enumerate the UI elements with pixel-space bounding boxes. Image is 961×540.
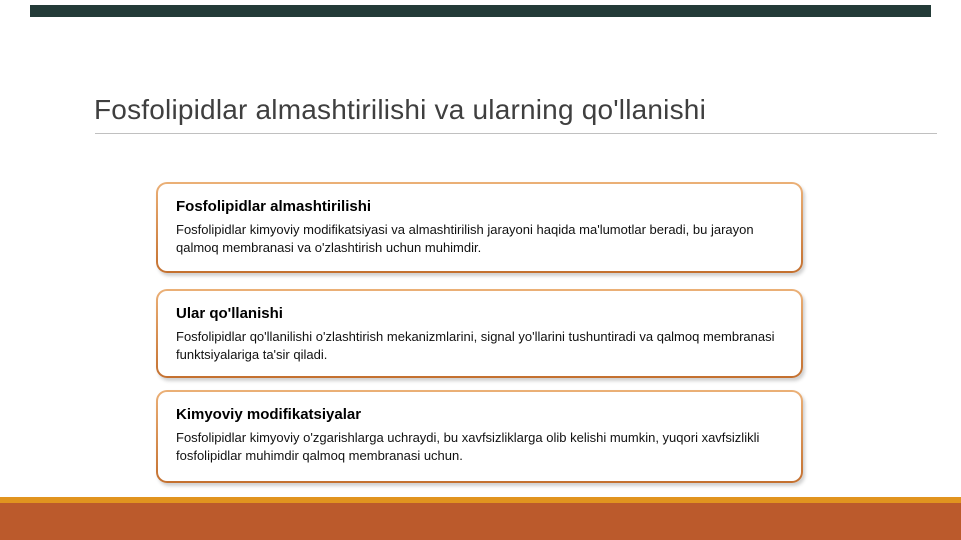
card-heading: Fosfolipidlar almashtirilishi	[176, 198, 372, 215]
title-divider	[95, 133, 937, 134]
card-body: Fosfolipidlar qo'llanilishi o'zlashtirish mekanizmlarini, signal yo'llarini tushuntiradi va qalmoq membranasi funktsiyalariga ta'sir qiladi.	[176, 329, 775, 362]
content-card-almashtirilishi	[156, 182, 803, 273]
card-inner	[158, 291, 801, 376]
content-card-modifikatsiyalar	[156, 390, 803, 483]
card-body: Fosfolipidlar kimyoviy o'zgarishlarga uchraydi, bu xavfsizliklarga olib kelishi mumkin, yuqori xavfsizlikli fosfolipidlar muhimdir qalmoq membranasi uchun.	[176, 430, 760, 463]
card-heading: Ular qo'llanishi	[176, 305, 283, 322]
card-inner	[158, 392, 801, 481]
card-inner	[158, 184, 801, 271]
slide-title: Fosfolipidlar almashtirilishi va ularning qo'llanishi	[94, 94, 706, 125]
card-heading: Kimyoviy modifikatsiyalar	[176, 406, 362, 423]
card-body: Fosfolipidlar kimyoviy modifikatsiyasi va almashtirilish jarayoni haqida ma'lumotlar beradi, bu jarayon qalmoq membranasi va o'zlashtirish uchun muhimdir.	[176, 222, 754, 255]
footer-band	[0, 503, 961, 540]
top-accent-bar	[30, 5, 931, 17]
content-card-qollanishi	[156, 289, 803, 378]
